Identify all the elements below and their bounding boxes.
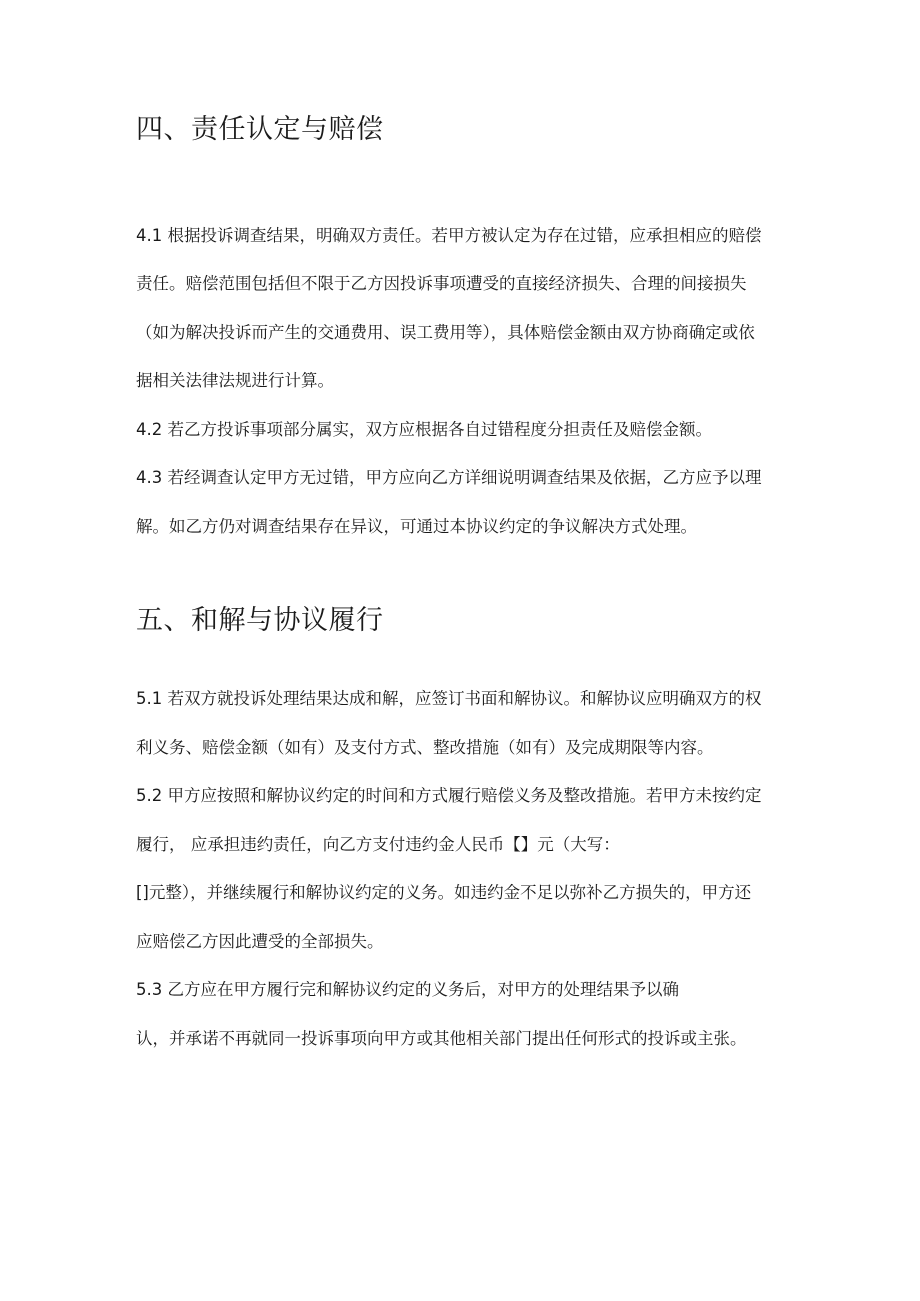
section-heading-4: 四、责任认定与赔偿 <box>136 114 384 145</box>
paragraph-line: 履行， 应承担违约责任，向乙方支付违约金人民币【】元（大写： <box>136 835 620 854</box>
paragraph-line: 应赔偿乙方因此遭受的全部损失。 <box>136 932 384 951</box>
paragraph-line: 5.1 若双方就投诉处理结果达成和解，应签订书面和解协议。和解协议应明确双方的权 <box>136 689 762 708</box>
paragraph-line: []元整），并继续履行和解协议约定的义务。如违约金不足以弥补乙方损失的，甲方还 <box>136 883 752 902</box>
paragraph-line: 5.2 甲方应按照和解协议约定的时间和方式履行赔偿义务及整改措施。若甲方未按约定 <box>136 786 762 805</box>
paragraph-line: 解。如乙方仍对调查结果存在异议，可通过本协议约定的争议解决方式处理。 <box>136 517 697 536</box>
paragraph-line: 4.2 若乙方投诉事项部分属实，双方应根据各自过错程度分担责任及赔偿金额。 <box>136 420 712 439</box>
paragraph-line: 5.3 乙方应在甲方履行完和解协议约定的义务后，对甲方的处理结果予以确 <box>136 980 679 999</box>
paragraph-line: 据相关法律法规进行计算。 <box>136 371 334 390</box>
paragraph-line: 4.1 根据投诉调查结果，明确双方责任。若甲方被认定为存在过错，应承担相应的赔偿 <box>136 226 762 245</box>
section-heading-5: 五、和解与协议履行 <box>136 605 384 636</box>
paragraph-line: 4.3 若经调查认定甲方无过错，甲方应向乙方详细说明调查结果及依据，乙方应予以理 <box>136 468 762 487</box>
paragraph-line: （如为解决投诉而产生的交通费用、误工费用等），具体赔偿金额由双方协商确定或依 <box>136 323 755 342</box>
paragraph-line: 责任。赔偿范围包括但不限于乙方因投诉事项遭受的直接经济损失、合理的间接损失 <box>136 274 747 293</box>
paragraph-line: 认，并承诺不再就同一投诉事项向甲方或其他相关部门提出任何形式的投诉或主张。 <box>136 1029 747 1048</box>
paragraph-line: 利义务、赔偿金额（如有）及支付方式、整改措施（如有）及完成期限等内容。 <box>136 738 714 757</box>
